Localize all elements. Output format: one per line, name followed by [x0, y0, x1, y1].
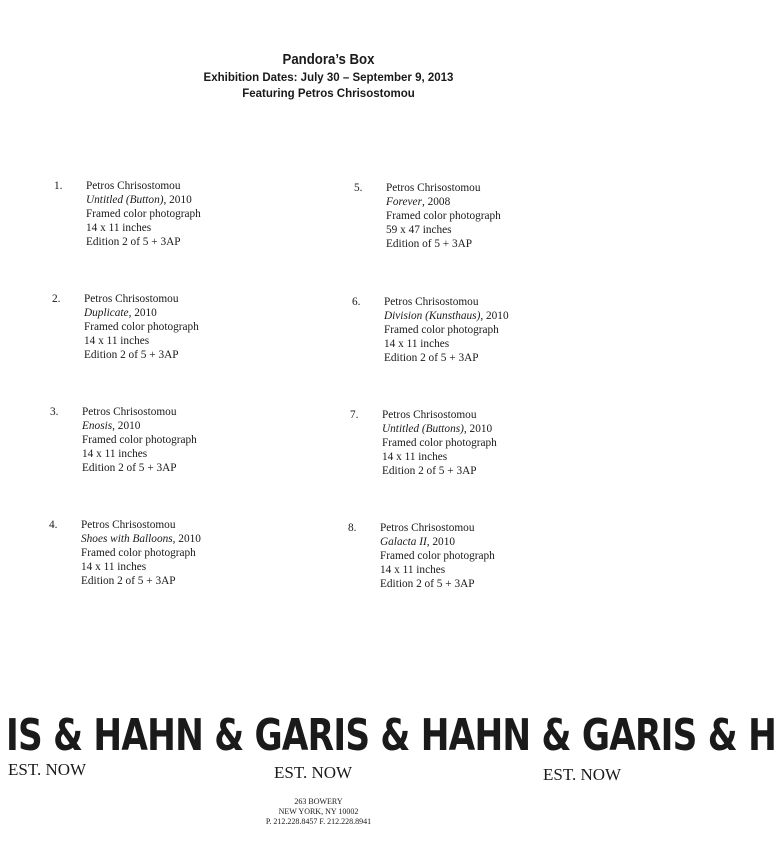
work-artist: Petros Chrisostomou — [382, 409, 477, 421]
work-edition: Edition 2 of 5 + 3AP — [82, 462, 177, 474]
work-number: 6. — [352, 296, 361, 308]
work-artist: Petros Chrisostomou — [386, 182, 481, 194]
work-dimensions: 14 x 11 inches — [382, 451, 448, 463]
work-medium: Framed color photograph — [86, 208, 201, 220]
work-medium: Framed color photograph — [382, 437, 497, 449]
work-edition: Edition 2 of 5 + 3AP — [81, 575, 176, 587]
est-now-label: EST. NOW — [274, 763, 353, 782]
work-year: , 2010 — [463, 423, 493, 435]
work-edition: Edition of 5 + 3AP — [386, 238, 473, 250]
work-title: Duplicate — [84, 307, 129, 319]
work-number: 4. — [49, 519, 58, 531]
featured-artist: Featuring Petros Chrisostomou — [242, 88, 415, 100]
work-year: , 2010 — [426, 536, 455, 548]
address-phone: P. 212.228.8457 F. 212.228.8941 — [265, 817, 372, 826]
work-number: 8. — [348, 522, 357, 534]
page-bottom-edge — [0, 828, 657, 850]
exhibition-title: Pandora’s Box — [282, 51, 375, 68]
work-number: 5. — [354, 182, 363, 194]
work-dimensions: 14 x 11 inches — [82, 448, 148, 460]
exhibition-dates: Exhibition Dates: July 30 – September 9, 2013 — [203, 72, 454, 84]
work-edition: Edition 2 of 5 + 3AP — [86, 236, 181, 248]
work-number: 2. — [52, 293, 61, 305]
work-year: , 2010 — [128, 307, 157, 319]
work-year: , 2010 — [480, 310, 509, 322]
work-title: Untitled (Button) — [86, 194, 164, 206]
work-dimensions: 14 x 11 inches — [380, 564, 446, 576]
address-street: 263 BOWERY — [294, 797, 343, 806]
work-dimensions: 14 x 11 inches — [86, 222, 152, 234]
work-dimensions: 14 x 11 inches — [81, 561, 147, 573]
work-artist: Petros Chrisostomou — [380, 522, 475, 534]
work-edition: Edition 2 of 5 + 3AP — [84, 349, 179, 361]
est-now-label: EST. NOW — [543, 765, 622, 784]
work-edition: Edition 2 of 5 + 3AP — [382, 465, 477, 477]
work-edition: Edition 2 of 5 + 3AP — [384, 352, 479, 364]
gallery-banner-text: IS & HAHN & GARIS & HAHN & GARIS & H — [6, 710, 776, 761]
work-number: 1. — [54, 180, 63, 192]
work-medium: Framed color photograph — [81, 547, 196, 559]
work-artist: Petros Chrisostomou — [86, 180, 181, 192]
work-title: Forever — [386, 196, 422, 208]
work-medium: Framed color photograph — [380, 550, 495, 562]
work-number: 3. — [50, 406, 59, 418]
work-dimensions: 14 x 11 inches — [84, 335, 150, 347]
work-dimensions: 59 x 47 inches — [386, 224, 452, 236]
work-artist: Petros Chrisostomou — [84, 293, 179, 305]
work-medium: Framed color photograph — [82, 434, 197, 446]
work-artist: Petros Chrisostomou — [82, 406, 177, 418]
work-title: Untitled (Buttons) — [382, 423, 464, 435]
work-year: , 2010 — [163, 194, 192, 206]
work-number: 7. — [350, 409, 359, 421]
work-medium: Framed color photograph — [84, 321, 199, 333]
work-title: Shoes with Balloons — [81, 533, 173, 545]
est-now-label: EST. NOW — [8, 760, 87, 779]
work-artist: Petros Chrisostomou — [384, 296, 479, 308]
work-year: , 2010 — [172, 533, 201, 545]
work-medium: Framed color photograph — [384, 324, 499, 336]
work-year: , 2008 — [421, 196, 451, 208]
work-title: Enosis — [82, 420, 113, 432]
gallery-banner — [0, 708, 776, 764]
work-title: Division (Kunsthaus) — [384, 310, 481, 322]
work-artist: Petros Chrisostomou — [81, 519, 176, 531]
work-medium: Framed color photograph — [386, 210, 501, 222]
work-edition: Edition 2 of 5 + 3AP — [380, 578, 475, 590]
work-year: , 2010 — [112, 420, 141, 432]
address-city: NEW YORK, NY 10002 — [278, 807, 359, 816]
work-title: Galacta II — [380, 536, 427, 548]
work-dimensions: 14 x 11 inches — [384, 338, 450, 350]
